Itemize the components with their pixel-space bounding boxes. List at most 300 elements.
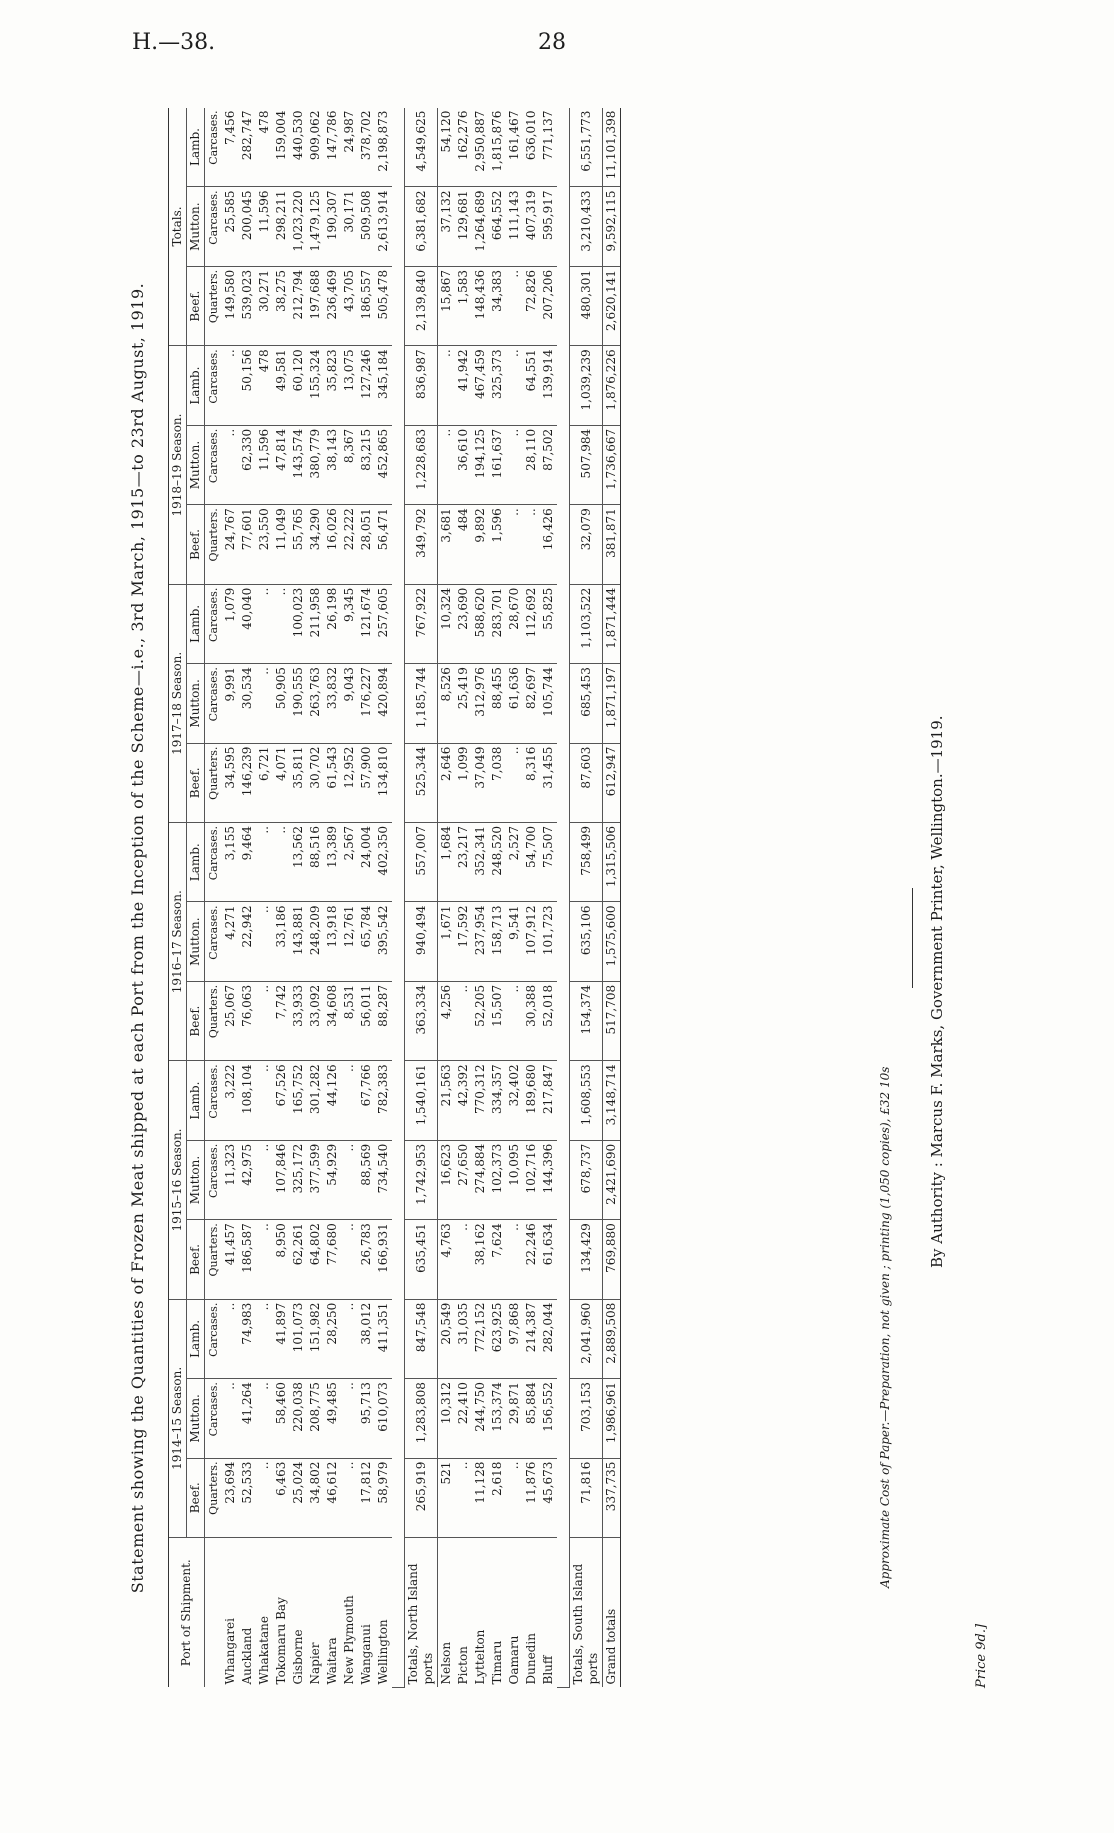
table-cell: 10,324 xyxy=(438,584,456,663)
table-cell: 162,276 xyxy=(455,108,472,187)
table-cell: .. xyxy=(256,1299,273,1378)
table-cell: .. xyxy=(222,346,239,425)
table-cell: 2,527 xyxy=(506,823,523,902)
table-cell: 60,120 xyxy=(290,346,307,425)
table-cell: 11,101,398 xyxy=(603,108,621,187)
unit-label: Quarters. xyxy=(205,266,223,345)
table-cell: 47,814 xyxy=(273,425,290,504)
table-cell: 33,933 xyxy=(290,981,307,1060)
table-cell: 22,410 xyxy=(455,1379,472,1458)
table-cell: 75,507 xyxy=(540,823,557,902)
table-cell: 380,779 xyxy=(307,425,324,504)
table-cell: 283,701 xyxy=(489,584,506,663)
table-cell: 38,143 xyxy=(324,425,341,504)
table-cell: 517,708 xyxy=(603,981,621,1060)
table-cell: 17,812 xyxy=(358,1458,375,1537)
table-cell: 28,051 xyxy=(358,505,375,584)
table-cell: 9,464 xyxy=(239,823,256,902)
table-cell: .. xyxy=(222,425,239,504)
column-subheader: Beef. xyxy=(187,981,205,1060)
table-cell: 1,608,553 xyxy=(570,1061,603,1140)
table-cell: 112,692 xyxy=(523,584,540,663)
table-body xyxy=(205,108,621,1688)
table-cell: 635,451 xyxy=(405,1220,438,1299)
table-cell: 28,250 xyxy=(324,1299,341,1378)
table-cell: 452,865 xyxy=(375,425,392,504)
total-row xyxy=(570,108,603,1688)
table-cell: 83,215 xyxy=(358,425,375,504)
table-cell: 87,502 xyxy=(540,425,557,504)
table-cell: 1,228,683 xyxy=(405,425,438,504)
table-cell: 588,620 xyxy=(472,584,489,663)
table-cell: 64,551 xyxy=(523,346,540,425)
table-cell: 57,900 xyxy=(358,743,375,822)
table-cell: 194,125 xyxy=(472,425,489,504)
table-cell: 52,018 xyxy=(540,981,557,1060)
table-cell: 909,062 xyxy=(307,108,324,187)
table-row xyxy=(256,108,273,1688)
table-cell: 1,023,220 xyxy=(290,187,307,266)
table-cell: 612,947 xyxy=(603,743,621,822)
table-cell: 34,383 xyxy=(489,266,506,345)
table-cell: 50,905 xyxy=(273,664,290,743)
table-cell: 1,684 xyxy=(438,823,456,902)
table-cell: .. xyxy=(506,1220,523,1299)
table-cell: 28,670 xyxy=(506,584,523,663)
table-cell: 1,315,506 xyxy=(603,823,621,902)
table-cell: 37,132 xyxy=(438,187,456,266)
table-cell: 38,275 xyxy=(273,266,290,345)
table-cell: 325,172 xyxy=(290,1140,307,1219)
unit-label: Carcases. xyxy=(205,1061,223,1140)
table-cell: 105,744 xyxy=(540,664,557,743)
table-cell: 38,012 xyxy=(358,1299,375,1378)
table-cell: 521 xyxy=(438,1458,456,1537)
unit-label: Quarters. xyxy=(205,505,223,584)
table-cell: 257,605 xyxy=(375,584,392,663)
page-code: H.—38. xyxy=(132,30,216,55)
table-cell: 134,429 xyxy=(570,1220,603,1299)
table-cell: 9,345 xyxy=(341,584,358,663)
column-subheader: Lamb. xyxy=(187,1299,205,1378)
table-cell: .. xyxy=(438,346,456,425)
table-cell: 102,373 xyxy=(489,1140,506,1219)
table-cell: 29,871 xyxy=(506,1379,523,1458)
table-cell: 377,599 xyxy=(307,1140,324,1219)
table-cell: 2,041,960 xyxy=(570,1299,603,1378)
port-name: Whakatane xyxy=(257,1616,271,1685)
table-cell: .. xyxy=(256,902,273,981)
table-cell: 30,171 xyxy=(341,187,358,266)
units-row-port xyxy=(205,1538,223,1688)
table-cell: 480,301 xyxy=(570,266,603,345)
table-cell: 62,261 xyxy=(290,1220,307,1299)
table-cell: .. xyxy=(455,1220,472,1299)
table-cell: 1,185,744 xyxy=(405,664,438,743)
table-row xyxy=(239,108,256,1688)
divider-rule xyxy=(912,888,913,988)
table-cell: 298,211 xyxy=(273,187,290,266)
table-row xyxy=(472,108,489,1688)
table-cell: 6,721 xyxy=(256,743,273,822)
table-cell: 1,103,522 xyxy=(570,584,603,663)
table-cell: 395,542 xyxy=(375,902,392,981)
table-cell: 45,673 xyxy=(540,1458,557,1537)
table-cell: 770,312 xyxy=(472,1061,489,1140)
table-cell: 85,884 xyxy=(523,1379,540,1458)
table-cell: 200,045 xyxy=(239,187,256,266)
spacer-cell xyxy=(557,108,570,1688)
table-cell: 23,217 xyxy=(455,823,472,902)
table-cell: 1,736,667 xyxy=(603,425,621,504)
table-cell: 767,922 xyxy=(405,584,438,663)
table-cell: 1,871,197 xyxy=(603,664,621,743)
table-cell: 782,383 xyxy=(375,1061,392,1140)
table-row xyxy=(375,108,392,1688)
unit-label: Carcases. xyxy=(205,425,223,504)
table-cell: 636,010 xyxy=(523,108,540,187)
table-cell: 9,043 xyxy=(341,664,358,743)
table-cell: 22,222 xyxy=(341,505,358,584)
unit-label: Carcases. xyxy=(205,1379,223,1458)
port-name: Bluff xyxy=(541,1655,555,1685)
table-cell: 46,612 xyxy=(324,1458,341,1537)
spacer-row xyxy=(557,108,570,1688)
column-subheader: Beef. xyxy=(187,1458,205,1537)
table-cell: 107,846 xyxy=(273,1140,290,1219)
table-cell: 7,456 xyxy=(222,108,239,187)
table-cell: 77,680 xyxy=(324,1220,341,1299)
table-cell: 11,596 xyxy=(256,187,273,266)
spacer-cell xyxy=(392,108,405,1688)
table-cell: 2,620,141 xyxy=(603,266,621,345)
table-cell: 248,520 xyxy=(489,823,506,902)
table-cell: 10,312 xyxy=(438,1379,456,1458)
table-cell: 15,507 xyxy=(489,981,506,1060)
table-cell: 30,534 xyxy=(239,664,256,743)
table-cell: .. xyxy=(506,266,523,345)
table-cell: 635,106 xyxy=(570,902,603,981)
table-cell: 25,585 xyxy=(222,187,239,266)
table-cell: 76,063 xyxy=(239,981,256,1060)
table-cell: 64,802 xyxy=(307,1220,324,1299)
port-name: Wanganui xyxy=(359,1624,373,1685)
table-cell: 23,690 xyxy=(455,584,472,663)
table-cell: .. xyxy=(256,823,273,902)
table-cell: 52,533 xyxy=(239,1458,256,1537)
table-cell: 165,752 xyxy=(290,1061,307,1140)
unit-label: Carcases. xyxy=(205,187,223,266)
table-row xyxy=(307,108,324,1688)
table-cell: 36,610 xyxy=(455,425,472,504)
table-cell: 237,954 xyxy=(472,902,489,981)
table-cell: 282,044 xyxy=(540,1299,557,1378)
table-cell: 402,350 xyxy=(375,823,392,902)
table-cell: 189,680 xyxy=(523,1061,540,1140)
table-cell: 20,549 xyxy=(438,1299,456,1378)
table-cell: 176,227 xyxy=(358,664,375,743)
table-cell: .. xyxy=(455,981,472,1060)
table-cell: 2,646 xyxy=(438,743,456,822)
port-name: Oamaru xyxy=(507,1635,521,1685)
table-cell: 38,162 xyxy=(472,1220,489,1299)
table-cell: 1,815,876 xyxy=(489,108,506,187)
table-cell: 28,110 xyxy=(523,425,540,504)
unit-label: Carcases. xyxy=(205,902,223,981)
table-cell: 325,373 xyxy=(489,346,506,425)
season-header: 1916–17 Season. xyxy=(169,823,187,1061)
table-cell: 509,508 xyxy=(358,187,375,266)
table-cell: 13,562 xyxy=(290,823,307,902)
table-cell: 190,307 xyxy=(324,187,341,266)
port-name: Picton xyxy=(456,1646,470,1685)
table-cell: .. xyxy=(256,584,273,663)
units-row xyxy=(205,108,223,1688)
port-name: Wellington xyxy=(376,1619,390,1685)
table-cell: .. xyxy=(256,1061,273,1140)
table-cell: .. xyxy=(506,981,523,1060)
table-row xyxy=(290,108,307,1688)
table-cell: 2,567 xyxy=(341,823,358,902)
table-cell: 34,595 xyxy=(222,743,239,822)
table-cell: .. xyxy=(523,505,540,584)
table-cell: 678,737 xyxy=(570,1140,603,1219)
table-cell: 6,551,773 xyxy=(570,108,603,187)
table-cell: .. xyxy=(273,584,290,663)
table-cell: 664,552 xyxy=(489,187,506,266)
table-cell: 121,674 xyxy=(358,584,375,663)
table-cell: 56,471 xyxy=(375,505,392,584)
table-cell: .. xyxy=(341,1299,358,1378)
table-cell: 42,392 xyxy=(455,1061,472,1140)
table-cell: 33,092 xyxy=(307,981,324,1060)
table-cell: 334,357 xyxy=(489,1061,506,1140)
table-cell: 7,038 xyxy=(489,743,506,822)
table-cell: 207,206 xyxy=(540,266,557,345)
unit-label: Carcases. xyxy=(205,823,223,902)
table-cell: 25,067 xyxy=(222,981,239,1060)
table-title: Statement showing the Quantities of Frozen Meat shipped at each Port from the Inception of the Scheme—i.e., 3rd March, 1915—to 23rd August, 1919. xyxy=(128,282,147,1594)
table-cell: 8,950 xyxy=(273,1220,290,1299)
table-cell: 1,283,808 xyxy=(405,1379,438,1458)
port-name: Dunedin xyxy=(524,1633,538,1685)
table-cell: 8,316 xyxy=(523,743,540,822)
table-cell: 8,367 xyxy=(341,425,358,504)
table-cell: 16,426 xyxy=(540,505,557,584)
table-cell: 703,153 xyxy=(570,1379,603,1458)
table-cell: .. xyxy=(256,1140,273,1219)
table-cell: 9,991 xyxy=(222,664,239,743)
table-cell: 1,583 xyxy=(455,266,472,345)
table-cell: 155,324 xyxy=(307,346,324,425)
page-number: 28 xyxy=(538,30,566,55)
table-cell: 2,950,887 xyxy=(472,108,489,187)
table-cell: 301,282 xyxy=(307,1061,324,1140)
table-cell: 148,436 xyxy=(472,266,489,345)
table-row xyxy=(523,108,540,1688)
table-cell: 54,120 xyxy=(438,108,456,187)
table-cell: 25,419 xyxy=(455,664,472,743)
table-cell: 88,569 xyxy=(358,1140,375,1219)
table-row xyxy=(358,108,375,1688)
table-cell: 420,894 xyxy=(375,664,392,743)
table-cell: 1,871,444 xyxy=(603,584,621,663)
table-cell: 440,530 xyxy=(290,108,307,187)
column-subheader: Mutton. xyxy=(187,664,205,743)
table-cell: 55,825 xyxy=(540,584,557,663)
table-cell: 22,246 xyxy=(523,1220,540,1299)
table-cell: 21,563 xyxy=(438,1061,456,1140)
table-cell: .. xyxy=(222,1379,239,1458)
table-cell: 623,925 xyxy=(489,1299,506,1378)
table-cell: 67,766 xyxy=(358,1061,375,1140)
table-cell: 610,073 xyxy=(375,1379,392,1458)
column-subheader: Lamb. xyxy=(187,584,205,663)
table-cell: .. xyxy=(506,743,523,822)
season-header: 1917–18 Season. xyxy=(169,584,187,822)
table-cell: 248,209 xyxy=(307,902,324,981)
table-cell: 208,775 xyxy=(307,1379,324,1458)
table-cell: 161,637 xyxy=(489,425,506,504)
table-cell: 11,323 xyxy=(222,1140,239,1219)
table-cell: 2,889,508 xyxy=(603,1299,621,1378)
table-wrapper xyxy=(168,108,621,1688)
table-cell: 97,868 xyxy=(506,1299,523,1378)
port-name: Nelson xyxy=(439,1641,453,1685)
table-cell: 74,983 xyxy=(239,1299,256,1378)
table-cell: 31,035 xyxy=(455,1299,472,1378)
table-cell: 197,688 xyxy=(307,266,324,345)
table-cell: 41,264 xyxy=(239,1379,256,1458)
table-cell: 407,319 xyxy=(523,187,540,266)
port-name: New Plymouth xyxy=(342,1595,356,1685)
table-cell: .. xyxy=(506,505,523,584)
table-cell: 1,671 xyxy=(438,902,456,981)
port-name: Grand totals xyxy=(603,1538,621,1688)
table-cell: 67,526 xyxy=(273,1061,290,1140)
table-cell: 16,623 xyxy=(438,1140,456,1219)
table-cell: 32,402 xyxy=(506,1061,523,1140)
table-cell: 58,979 xyxy=(375,1458,392,1537)
table-cell: 411,351 xyxy=(375,1299,392,1378)
table-row xyxy=(341,108,358,1688)
table-cell: 244,750 xyxy=(472,1379,489,1458)
price-note: Price 9d.] xyxy=(974,1623,989,1688)
table-cell: 100,023 xyxy=(290,584,307,663)
unit-label: Quarters. xyxy=(205,1220,223,1299)
column-subheader: Lamb. xyxy=(187,1061,205,1140)
table-cell: 30,702 xyxy=(307,743,324,822)
table-cell: 33,186 xyxy=(273,902,290,981)
table-cell: 212,794 xyxy=(290,266,307,345)
table-cell: 58,460 xyxy=(273,1379,290,1458)
table-cell: 12,761 xyxy=(341,902,358,981)
table-cell: 41,457 xyxy=(222,1220,239,1299)
unit-label: Carcases. xyxy=(205,664,223,743)
table-cell: 337,735 xyxy=(603,1458,621,1537)
port-name: Lyttelton xyxy=(473,1629,487,1685)
table-cell: 33,832 xyxy=(324,664,341,743)
unit-label: Quarters. xyxy=(205,1458,223,1537)
table-cell: 88,455 xyxy=(489,664,506,743)
table-cell: 23,694 xyxy=(222,1458,239,1537)
table-cell: 4,549,625 xyxy=(405,108,438,187)
table-cell: 30,388 xyxy=(523,981,540,1060)
unit-label: Carcases. xyxy=(205,1299,223,1378)
table-cell: 685,453 xyxy=(570,664,603,743)
table-cell: 34,608 xyxy=(324,981,341,1060)
table-cell: 211,958 xyxy=(307,584,324,663)
table-cell: .. xyxy=(506,1458,523,1537)
table-cell: 65,784 xyxy=(358,902,375,981)
table-cell: 1,099 xyxy=(455,743,472,822)
table-cell: 7,624 xyxy=(489,1220,506,1299)
table-cell: 771,137 xyxy=(540,108,557,187)
season-header: 1918–19 Season. xyxy=(169,346,187,584)
column-subheader: Mutton. xyxy=(187,902,205,981)
column-subheader: Lamb. xyxy=(187,346,205,425)
port-name: Gisborne xyxy=(291,1629,305,1685)
unit-label: Carcases. xyxy=(205,108,223,187)
table-cell: .. xyxy=(438,425,456,504)
table-cell: 847,548 xyxy=(405,1299,438,1378)
total-row xyxy=(405,108,438,1688)
authority-line: By Authority : Marcus F. Marks, Government Printer, Wellington.—1919. xyxy=(928,715,946,1268)
table-cell: 4,763 xyxy=(438,1220,456,1299)
table-cell: 61,543 xyxy=(324,743,341,822)
table-cell: 143,881 xyxy=(290,902,307,981)
port-name: Auckland xyxy=(240,1627,254,1685)
spacer-row xyxy=(392,108,405,1688)
table-cell: 2,198,873 xyxy=(375,108,392,187)
table-cell: 25,024 xyxy=(290,1458,307,1537)
table-cell: 505,478 xyxy=(375,266,392,345)
table-cell: 41,942 xyxy=(455,346,472,425)
table-cell: 484 xyxy=(455,505,472,584)
season-header: 1915–16 Season. xyxy=(169,1061,187,1299)
column-subheader: Beef. xyxy=(187,743,205,822)
table-cell: 478 xyxy=(256,346,273,425)
table-cell: 6,463 xyxy=(273,1458,290,1537)
table-cell: 13,918 xyxy=(324,902,341,981)
table-row xyxy=(324,108,341,1688)
table-cell: 7,742 xyxy=(273,981,290,1060)
table-cell: 478 xyxy=(256,108,273,187)
table-cell: 40,040 xyxy=(239,584,256,663)
table-cell: 1,039,239 xyxy=(570,346,603,425)
port-name: Tokomaru Bay xyxy=(274,1597,288,1685)
grand-row xyxy=(603,108,621,1688)
table-cell: 758,499 xyxy=(570,823,603,902)
table-cell: 2,613,914 xyxy=(375,187,392,266)
column-subheader: Lamb. xyxy=(187,823,205,902)
frozen-meat-table xyxy=(168,108,621,1688)
port-name: Totals, North Island ports xyxy=(405,1538,438,1688)
table-cell: 595,917 xyxy=(540,187,557,266)
table-cell: 772,152 xyxy=(472,1299,489,1378)
table-cell: 769,880 xyxy=(603,1220,621,1299)
table-cell: .. xyxy=(256,664,273,743)
table-cell: 41,897 xyxy=(273,1299,290,1378)
port-name: Timaru xyxy=(490,1640,504,1685)
table-cell: 349,792 xyxy=(405,505,438,584)
table-cell: 82,697 xyxy=(523,664,540,743)
table-cell: 146,239 xyxy=(239,743,256,822)
table-cell: 30,271 xyxy=(256,266,273,345)
unit-label: Quarters. xyxy=(205,743,223,822)
column-subheader: Beef. xyxy=(187,505,205,584)
table-row xyxy=(506,108,523,1688)
